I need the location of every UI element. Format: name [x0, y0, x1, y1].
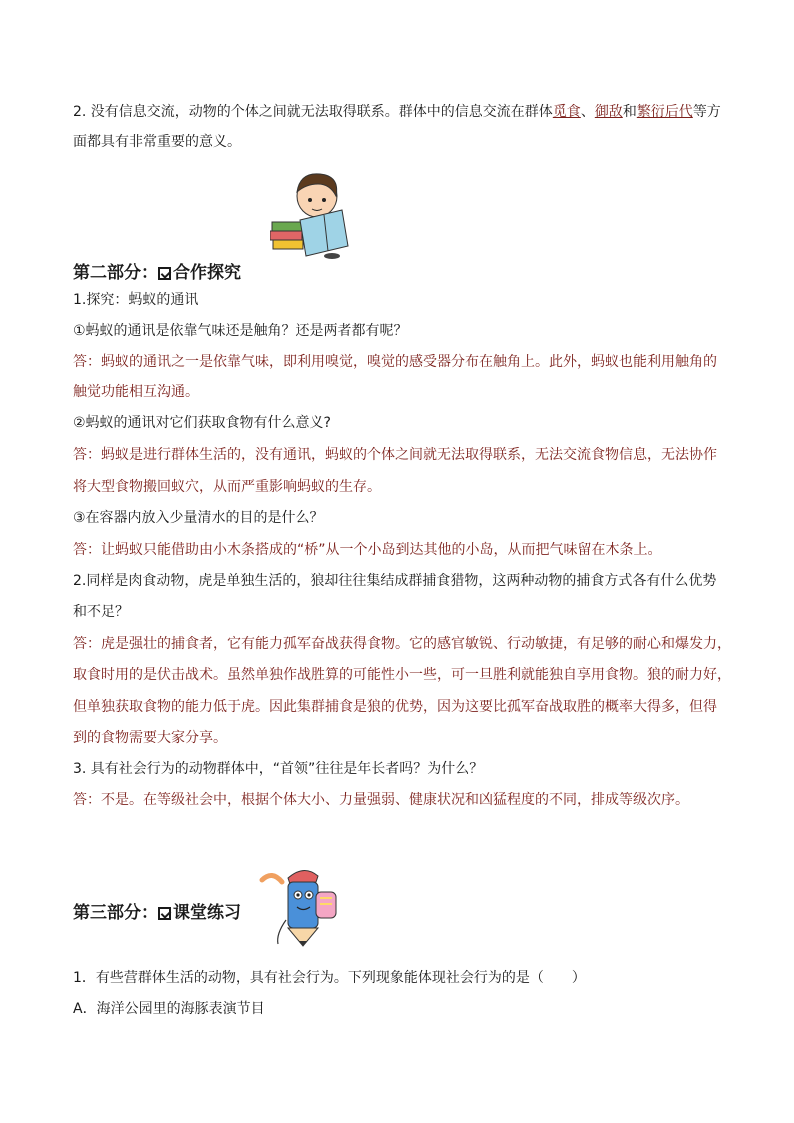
- section-3-heading: [73, 898, 241, 923]
- reading-boy-illustration-icon: [270, 170, 350, 260]
- section-2-heading: [73, 258, 241, 283]
- intro-line-1: [73, 101, 733, 123]
- answer: 答：不是。在等级社会中，根据个体大小、力量强弱、健康状况和凶猛程度的不同，排成等级次序。: [73, 792, 689, 808]
- question: ③在容器内放入少量清水的目的是什么？: [73, 510, 324, 526]
- question: 3. 具有社会行为的动物群体中，“首领”往往是年长者吗？为什么？: [73, 761, 484, 777]
- section-2-title: 合作探究: [173, 263, 241, 283]
- underline-keyword-reproduce: 繁衍后代: [636, 104, 693, 120]
- explore-title: 1.探究：蚂蚁的通讯: [73, 292, 199, 308]
- exercise-option-a: A．海洋公园里的海豚表演节目: [73, 1001, 265, 1017]
- question: 和不足？: [73, 604, 129, 620]
- answer: 将大型食物搬回蚁穴，从而严重影响蚂蚁的生存。: [73, 479, 381, 495]
- checkbox-icon: [158, 907, 171, 920]
- answer: 答：虎是强壮的捕食者，它有能力孤军奋战获得食物。它的感官敏锐、行动敏捷，有足够的耐心和爆发力，: [73, 636, 731, 652]
- question: 2.同样是肉食动物，虎是单独生活的，狼却往往集结成群捕食猎物，这两种动物的捕食方式各有什么优势: [73, 573, 717, 589]
- intro-text: 2. 没有信息交流，动物的个体之间就无法取得联系。群体中的信息交流在群体: [73, 104, 553, 120]
- answer: 到的食物需要大家分享。: [73, 730, 227, 746]
- answer: 取食时用的是伏击战术。虽然单独作战胜算的可能性小一些，可一旦胜利就能独自享用食物。狼的耐力好，: [73, 667, 731, 683]
- underline-keyword-forage: 觅食: [552, 104, 581, 120]
- answer: 答：蚂蚁是进行群体生活的，没有通讯，蚂蚁的个体之间就无法取得联系，无法交流食物信息，无法协作: [73, 447, 717, 463]
- separator: 、: [580, 104, 595, 120]
- question: ②蚂蚁的通讯对它们获取食物有什么意义?: [73, 415, 331, 431]
- question: ①蚂蚁的通讯是依靠气味还是触角？还是两者都有呢？: [73, 323, 408, 339]
- answer: 答：让蚂蚁只能借助由小木条搭成的“桥”从一个小岛到达其他的小岛，从而把气味留在木条上。: [73, 542, 662, 558]
- exercise-question-1: 1．有些营群体生活的动物，具有社会行为。下列现象能体现社会行为的是（ ）: [73, 970, 586, 986]
- conjunction: 和: [622, 104, 637, 120]
- answer: 答：蚂蚁的通讯之一是依靠气味，即利用嗅觉，嗅觉的感受器分布在触角上。此外，蚂蚁也能利用触角的: [73, 354, 717, 370]
- section-3-label: 第三部分：: [73, 903, 158, 923]
- section-2-label: 第二部分：: [73, 263, 158, 283]
- section-3-title: 课堂练习: [173, 903, 241, 923]
- underline-keyword-defense: 御敌: [594, 104, 623, 120]
- answer: 但单独获取食物的能力低于虎。因此集群捕食是狼的优势，因为这要比孤军奋战取胜的概率大得多，但得: [73, 699, 717, 715]
- intro-line-2: 面都具有非常重要的意义。: [73, 134, 241, 150]
- pencil-mascot-illustration-icon: [258, 862, 342, 948]
- intro-text-tail: 等方: [692, 104, 721, 120]
- answer: 触觉功能相互沟通。: [73, 384, 199, 400]
- checkbox-icon: [158, 267, 171, 280]
